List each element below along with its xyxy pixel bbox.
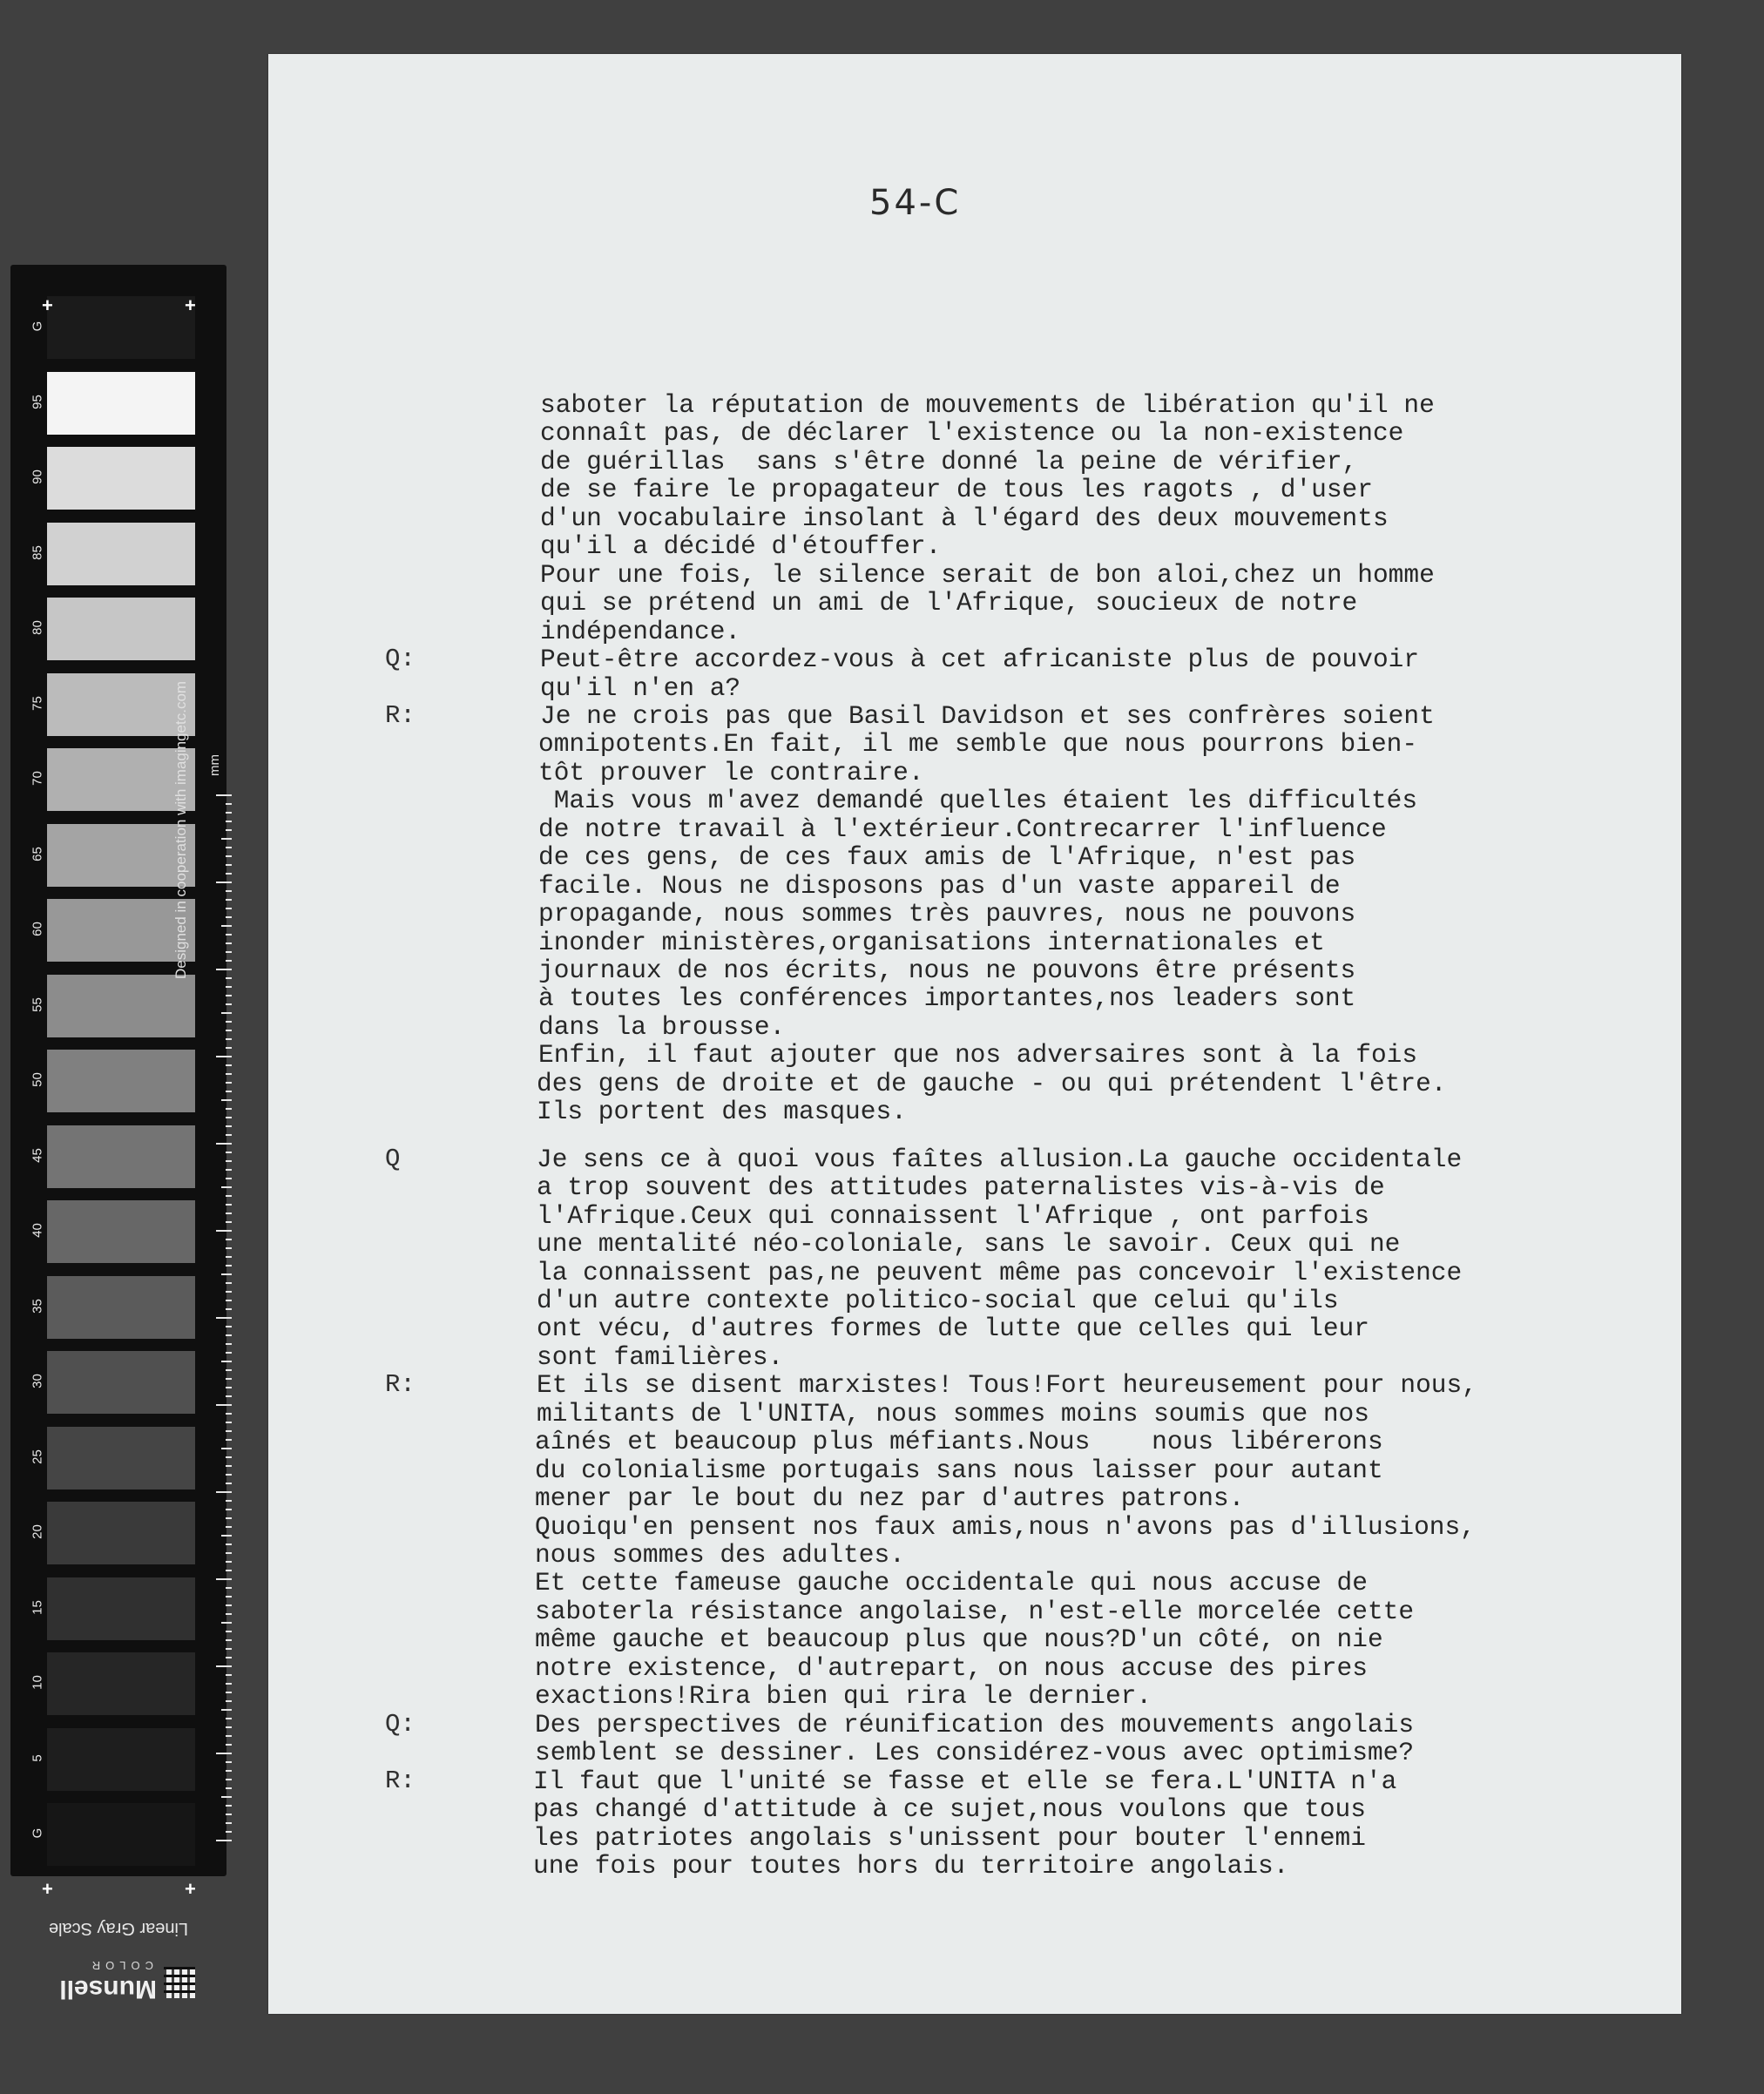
- text-line: aînés et beaucoup plus méfiants.Nous nous libérerons: [535, 1427, 1383, 1457]
- ruler-tick: [226, 942, 232, 944]
- text-line: Je ne crois pas que Basil Davidson et ses confrères soient: [540, 700, 1435, 731]
- ruler-tick: [226, 1117, 232, 1118]
- ruler-tick: [226, 1326, 232, 1327]
- ruler-tick: [216, 969, 232, 970]
- ruler-tick: [226, 1064, 232, 1066]
- ruler-tick: [221, 1361, 232, 1362]
- text-line: connaît pas, de déclarer l'existence ou la non-existence: [540, 418, 1404, 449]
- gray-patch-label: 30: [30, 1374, 45, 1388]
- ruler-tick: [226, 1718, 232, 1719]
- ruler-tick: [226, 1422, 232, 1423]
- ruler-tick: [226, 1787, 232, 1789]
- ruler-tick: [216, 1230, 232, 1232]
- text-line: omnipotents.En fait, il me semble que nous pourrons bien-: [538, 729, 1418, 760]
- ruler-tick: [226, 1369, 232, 1371]
- ruler-tick: [226, 1814, 232, 1815]
- gray-patch: [47, 1427, 195, 1489]
- registration-mark: +: [185, 294, 196, 316]
- typed-page: [268, 54, 1681, 2014]
- ruler-tick: [216, 1665, 232, 1667]
- ruler-tick: [226, 1631, 232, 1632]
- gray-patch: [47, 975, 195, 1037]
- ruler-tick: [226, 1465, 232, 1467]
- ruler-tick: [226, 1726, 232, 1728]
- ruler-unit-label: mm: [207, 754, 222, 776]
- ruler-tick: [226, 1195, 232, 1197]
- ruler-tick: [226, 812, 232, 814]
- ruler-tick: [226, 1073, 232, 1075]
- ruler-tick: [226, 1552, 232, 1554]
- ruler-tick: [226, 995, 232, 996]
- ruler-tick: [226, 1387, 232, 1388]
- text-line: Mais vous m'avez demandé quelles étaient les difficultés: [538, 786, 1418, 816]
- text-line: de guérillas sans s'être donné la peine de vérifier,: [540, 446, 1358, 476]
- ruler-tick: [226, 1744, 232, 1746]
- ruler-tick: [216, 1578, 232, 1580]
- scale-credit-text: Designed in cooperation with imagingetc.com: [172, 680, 189, 979]
- ruler-tick: [226, 1517, 232, 1519]
- text-line: qu'il a décidé d'étouffer.: [540, 531, 942, 562]
- text-line: propagande, nous sommes très pauvres, nous ne pouvons: [538, 899, 1356, 929]
- gray-patch-label: 80: [30, 620, 45, 635]
- gray-patch-label: 90: [30, 469, 45, 484]
- ruler-tick: [226, 960, 232, 962]
- gray-patch-label: 60: [30, 922, 45, 936]
- ruler-tick: [226, 1735, 232, 1737]
- ruler-tick: [226, 1003, 232, 1005]
- ruler-tick: [226, 1082, 232, 1084]
- ruler-tick: [226, 1169, 232, 1171]
- ruler-tick: [216, 1317, 232, 1319]
- ruler-tick: [226, 1596, 232, 1598]
- gray-patch-label: 10: [30, 1675, 45, 1690]
- ruler-tick: [226, 1091, 232, 1092]
- ruler-tick: [226, 1430, 232, 1432]
- text-line: des gens de droite et de gauche - ou qui prétendent l'être.: [537, 1068, 1447, 1098]
- ruler-tick: [221, 1448, 232, 1449]
- text-line: de se faire le propagateur de tous les ragots , d'user: [540, 475, 1373, 505]
- gray-patch-label: G: [30, 1827, 45, 1839]
- text-line: tôt prouver le contraire.: [538, 757, 924, 787]
- text-line: inonder ministères,organisations internationales et: [538, 927, 1325, 957]
- ruler-tick: [226, 1395, 232, 1397]
- ruler-tick: [226, 1256, 232, 1258]
- ruler-tick: [226, 1291, 232, 1293]
- text-line: Pour une fois, le silence serait de bon aloi,chez un homme: [540, 559, 1435, 590]
- ruler-tick: [226, 1456, 232, 1458]
- gray-patch: [47, 1276, 195, 1339]
- text-line: mener par le bout du nez par d'autres patrons.: [535, 1483, 1245, 1514]
- text-line: Et ils se disent marxistes! Tous!Fort heureusement pour nous,: [537, 1370, 1477, 1401]
- ruler-tick: [226, 821, 232, 822]
- gray-patch: [47, 1125, 195, 1188]
- gray-patch-label: 75: [30, 695, 45, 711]
- ruler-tick: [226, 1334, 232, 1336]
- ruler-tick: [226, 1526, 232, 1528]
- text-line: saboter la réputation de mouvements de libération qu'il ne: [540, 390, 1435, 420]
- gray-patch: [47, 1351, 195, 1414]
- registration-mark: +: [185, 1878, 196, 1900]
- ruler-tick: [226, 803, 232, 805]
- munsell-logo-block: [52, 1951, 200, 2003]
- qa-label: R:: [385, 1370, 416, 1400]
- ruler-tick: [226, 1648, 232, 1650]
- ruler-tick: [226, 1770, 232, 1772]
- ruler-tick: [221, 1186, 232, 1188]
- gray-patch-label: 95: [30, 394, 45, 409]
- ruler-tick: [226, 1570, 232, 1571]
- gray-patch-label: 20: [30, 1524, 45, 1539]
- gray-patch: [47, 523, 195, 585]
- text-line: même gauche et beaucoup plus que nous?D'un côté, on nie: [535, 1625, 1383, 1655]
- ruler-tick: [226, 1509, 232, 1510]
- ruler-tick: [226, 1212, 232, 1214]
- ruler-tick: [226, 1483, 232, 1484]
- gray-patch: [47, 1577, 195, 1640]
- text-line: notre existence, d'autrepart, on nous accuse des pires: [535, 1652, 1368, 1683]
- scale-credit: [172, 680, 190, 979]
- text-line: de ces gens, de ces faux amis de l'Afrique, n'est pas: [538, 842, 1356, 873]
- brand-sub: COLOR: [86, 1959, 153, 1972]
- text-line: nous sommes des adultes.: [535, 1540, 905, 1570]
- ruler-tick: [226, 1239, 232, 1240]
- munsell-grid-icon: [164, 1967, 195, 1998]
- ruler-tick: [216, 794, 232, 796]
- ruler-tick: [216, 1491, 232, 1493]
- ruler-tick: [226, 1805, 232, 1807]
- ruler-tick: [226, 1683, 232, 1685]
- text-line: journaux de nos écrits, nous ne pouvons être présents: [538, 956, 1356, 985]
- gray-patch-label: 35: [30, 1298, 45, 1314]
- ruler-tick: [226, 1700, 232, 1702]
- text-line: la connaissent pas,ne peuvent même pas concevoir l'existence: [537, 1257, 1463, 1287]
- ruler-tick: [226, 934, 232, 936]
- text-line: Et cette fameuse gauche occidentale qui nous accuse de: [535, 1568, 1368, 1598]
- text-line: Je sens ce à quoi vous faîtes allusion.La gauche occidentale: [537, 1144, 1463, 1174]
- gray-patch-label: 15: [30, 1599, 45, 1615]
- gray-patch-label: 50: [30, 1072, 45, 1087]
- ruler-tick: [226, 1108, 232, 1110]
- text-line: saboterla résistance angolaise, n'est-elle morcelée cette: [535, 1596, 1415, 1626]
- ruler-tick: [221, 1273, 232, 1275]
- ruler-tick: [226, 1300, 232, 1301]
- text-line: ont vécu, d'autres formes de lutte que celles qui leur: [537, 1314, 1369, 1344]
- gray-patch-label: 40: [30, 1223, 45, 1238]
- gray-patch: [47, 598, 195, 660]
- text-line: une mentalité néo-coloniale, sans le savoir. Ceux qui ne: [537, 1229, 1401, 1260]
- ruler-tick: [226, 1308, 232, 1310]
- gray-patch: [47, 372, 195, 435]
- gray-patch: [47, 1652, 195, 1715]
- qa-label: R:: [385, 700, 416, 730]
- ruler-tick: [226, 1152, 232, 1153]
- gray-patch: [47, 1200, 195, 1263]
- ruler-tick: [221, 838, 232, 840]
- gray-patch: [47, 447, 195, 510]
- ruler-tick: [226, 1413, 232, 1415]
- gray-patch: [47, 1050, 195, 1112]
- text-line: qu'il n'en a?: [540, 672, 741, 703]
- qa-label: Q:: [385, 645, 416, 674]
- ruler-tick: [226, 1500, 232, 1502]
- text-line: de notre travail à l'extérieur.Contrecarrer l'influence: [538, 814, 1387, 844]
- ruler-tick: [226, 1822, 232, 1824]
- text-line: du colonialisme portugais sans nous laisser pour autant: [535, 1455, 1383, 1485]
- ruler-tick: [226, 916, 232, 918]
- ruler-tick: [226, 855, 232, 857]
- ruler-tick: [221, 1535, 232, 1537]
- gray-patch-label: 85: [30, 544, 45, 560]
- ruler-tick: [216, 1056, 232, 1057]
- ruler-tick: [226, 1378, 232, 1380]
- registration-mark: +: [42, 1878, 53, 1900]
- text-line: Enfin, il faut ajouter que nos adversaires sont à la fois: [538, 1040, 1418, 1071]
- gray-patch: [47, 1502, 195, 1564]
- ruler-tick: [226, 1160, 232, 1162]
- ruler-tick: [226, 1343, 232, 1345]
- text-line: Ils portent des masques.: [537, 1097, 907, 1127]
- ruler-tick: [226, 829, 232, 831]
- ruler-tick: [216, 882, 232, 883]
- ruler-tick: [226, 1604, 232, 1606]
- text-line: facile. Nous ne disposons pas d'un vaste appareil de: [538, 870, 1341, 901]
- text-line: militants de l'UNITA, nous sommes moins soumis que nos: [537, 1398, 1369, 1429]
- mm-ruler: [207, 794, 233, 1840]
- gray-patch-label: 55: [30, 996, 45, 1012]
- text-line: indépendance.: [540, 616, 741, 646]
- ruler-tick: [216, 1840, 232, 1841]
- gray-patch-label: G: [30, 321, 45, 332]
- ruler-tick: [226, 1134, 232, 1136]
- ruler-tick: [226, 1038, 232, 1040]
- ruler-tick: [221, 925, 232, 927]
- gray-patch-label: 25: [30, 1449, 45, 1464]
- ruler-tick: [226, 1674, 232, 1676]
- ruler-tick: [226, 1021, 232, 1023]
- ruler-tick: [226, 847, 232, 848]
- ruler-tick: [226, 1204, 232, 1206]
- ruler-tick: [226, 1474, 232, 1476]
- ruler-tick: [226, 1543, 232, 1545]
- ruler-tick: [216, 1404, 232, 1406]
- gray-patch-label: 65: [30, 846, 45, 861]
- ruler-tick: [221, 1796, 232, 1798]
- text-line: Des perspectives de réunification des mouvements angolais: [535, 1709, 1415, 1739]
- ruler-tick: [226, 1265, 232, 1267]
- gray-patch: [47, 296, 195, 359]
- ruler-tick: [226, 890, 232, 892]
- ruler-tick: [226, 873, 232, 875]
- ruler-tick: [226, 1030, 232, 1031]
- ruler-tick: [226, 1831, 232, 1833]
- qa-label: Q: [385, 1144, 401, 1173]
- ruler-tick: [226, 1178, 232, 1179]
- page-number: 54-C: [869, 183, 962, 223]
- text-line: Peut-être accordez-vous à cet africaniste plus de pouvoir: [540, 645, 1420, 675]
- text-line: Quoiqu'en pensent nos faux amis,nous n'avons pas d'illusions,: [535, 1511, 1476, 1542]
- text-line: à toutes les conférences importantes,nos leaders sont: [538, 983, 1356, 1014]
- gray-patch-label: 5: [30, 1753, 45, 1762]
- ruler-tick: [226, 864, 232, 866]
- gray-patch-label: 45: [30, 1147, 45, 1163]
- text-line: sont familières.: [537, 1341, 784, 1372]
- qa-label: R:: [385, 1766, 416, 1795]
- ruler-tick: [226, 1657, 232, 1658]
- ruler-tick: [226, 1247, 232, 1249]
- text-line: pas changé d'attitude à ce sujet,nous voulons que tous: [533, 1794, 1366, 1825]
- text-line: qui se prétend un ami de l'Afrique, soucieux de notre: [540, 588, 1358, 618]
- gray-patch: [47, 1728, 195, 1791]
- ruler-tick: [226, 977, 232, 979]
- ruler-tick: [226, 1639, 232, 1641]
- registration-mark: +: [42, 294, 53, 316]
- ruler-tick: [221, 1099, 232, 1101]
- ruler-tick: [221, 1012, 232, 1014]
- ruler-tick: [226, 1125, 232, 1127]
- text-line: a trop souvent des attitudes paternalistes vis-à-vis de: [537, 1172, 1385, 1203]
- ruler-tick: [226, 1613, 232, 1615]
- text-line: d'un vocabulaire insolant à l'égard des deux mouvements: [540, 503, 1389, 533]
- text-line: dans la brousse.: [538, 1011, 786, 1042]
- scale-title: Linear Gray Scale: [48, 1919, 189, 1938]
- ruler-tick: [221, 1622, 232, 1624]
- ruler-tick: [226, 1221, 232, 1223]
- text-line: les patriotes angolais s'unissent pour bouter l'ennemi: [533, 1822, 1366, 1853]
- ruler-tick: [226, 951, 232, 953]
- ruler-tick: [226, 1047, 232, 1049]
- ruler-tick: [226, 1439, 232, 1441]
- ruler-tick: [216, 1143, 232, 1145]
- text-line: Il faut que l'unité se fasse et elle se fera.L'UNITA n'a: [533, 1766, 1397, 1796]
- ruler-tick: [226, 1587, 232, 1589]
- ruler-tick: [226, 908, 232, 909]
- ruler-tick: [226, 1692, 232, 1693]
- text-line: semblent se dessiner. Les considérez-vous avec optimisme?: [535, 1738, 1415, 1768]
- text-line: une fois pour toutes hors du territoire angolais.: [533, 1850, 1289, 1881]
- gray-patch-label: 70: [30, 771, 45, 786]
- ruler-tick: [221, 1709, 232, 1711]
- ruler-tick: [226, 1561, 232, 1563]
- text-line: d'un autre contexte politico-social que celui qu'ils: [537, 1285, 1339, 1315]
- ruler-tick: [226, 1779, 232, 1780]
- qa-label: Q:: [385, 1709, 416, 1739]
- ruler-tick: [226, 1761, 232, 1763]
- text-line: exactions!Rira bien qui rira le dernier.: [535, 1681, 1152, 1712]
- brand-name: Munsell: [59, 1975, 157, 2003]
- text-line: l'Afrique.Ceux qui connaissent l'Afrique , ont parfois: [537, 1200, 1369, 1231]
- ruler-tick: [226, 1282, 232, 1284]
- gray-scale-card: [10, 265, 226, 2003]
- ruler-tick: [226, 1352, 232, 1354]
- ruler-tick: [216, 1753, 232, 1754]
- gray-patch: [47, 1803, 195, 1866]
- ruler-tick: [226, 986, 232, 988]
- ruler-tick: [226, 899, 232, 901]
